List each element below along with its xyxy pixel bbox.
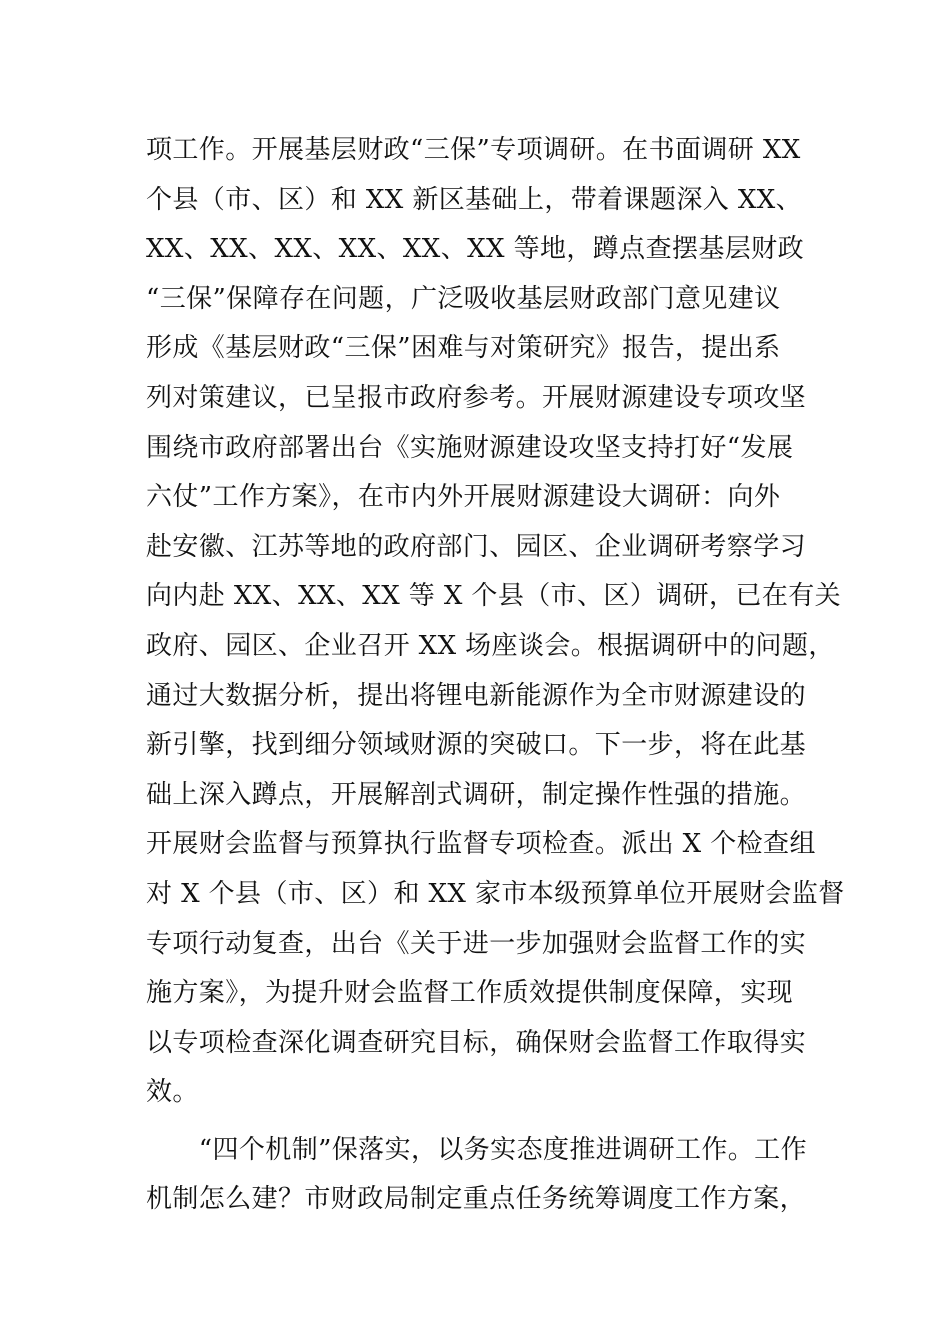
- text-line: 专项行动复查，出台《关于进一步加强财会监督工作的实: [146, 928, 807, 959]
- text-line: 以专项检查深化调查研究目标，确保财会监督工作取得实: [146, 1027, 807, 1058]
- text-line: 效。: [146, 1077, 199, 1108]
- text-line: 政府、园区、企业召开 XX 场座谈会。根据调研中的问题，: [146, 630, 835, 661]
- text-line: 个县（市、区）和 XX 新区基础上，带着课题深入 XX、: [146, 184, 803, 215]
- text-line: 围绕市政府部署出台《实施财源建设攻坚支持打好“发展: [146, 432, 794, 463]
- text-line: 项工作。开展基层财政“三保”专项调研。在书面调研 XX: [146, 135, 801, 165]
- text-line: XX、XX、XX、XX、XX、XX 等地，蹲点查摆基层财政: [146, 234, 804, 265]
- text-line: 向内赴 XX、XX、XX 等 X 个县（市、区）调研，已在有关: [146, 581, 842, 612]
- paragraph: [146, 126, 845, 1118]
- text-line: 赴安徽、江苏等地的政府部门、园区、企业调研考察学习: [146, 531, 807, 562]
- text-line: 机制怎么建？市财政局制定重点任务统筹调度工作方案，: [146, 1184, 807, 1215]
- text-line: 础上深入蹲点，开展解剖式调研，制定操作性强的措施。: [146, 779, 807, 810]
- text-line: 新引擎，找到细分领域财源的突破口。下一步，将在此基: [146, 730, 807, 761]
- paragraph-gap: [146, 1118, 816, 1126]
- text-line: 对 X 个县（市、区）和 XX 家市本级预算单位开展财会监督: [146, 878, 845, 909]
- text-line: 列对策建议，已呈报市政府参考。开展财源建设专项攻坚: [146, 382, 807, 413]
- text-line: 施方案》，为提升财会监督工作质效提供制度保障，实现: [146, 978, 794, 1009]
- text-line: “三保”保障存在问题，广泛吸收基层财政部门意见建议: [146, 283, 781, 314]
- paragraph: [146, 1126, 816, 1225]
- text-line: 通过大数据分析，提出将锂电新能源作为全市财源建设的: [146, 680, 807, 711]
- text-line: 形成《基层财政“三保”困难与对策研究》报告，提出系: [146, 333, 781, 364]
- text-line: “四个机制”保落实，以务实态度推进调研工作。工作: [146, 1134, 807, 1165]
- text-line: 开展财会监督与预算执行监督专项检查。派出 X 个检查组: [146, 829, 816, 860]
- document-body: [146, 126, 845, 1225]
- text-line: 六仗”工作方案》，在市内外开展财源建设大调研：向外: [146, 482, 781, 513]
